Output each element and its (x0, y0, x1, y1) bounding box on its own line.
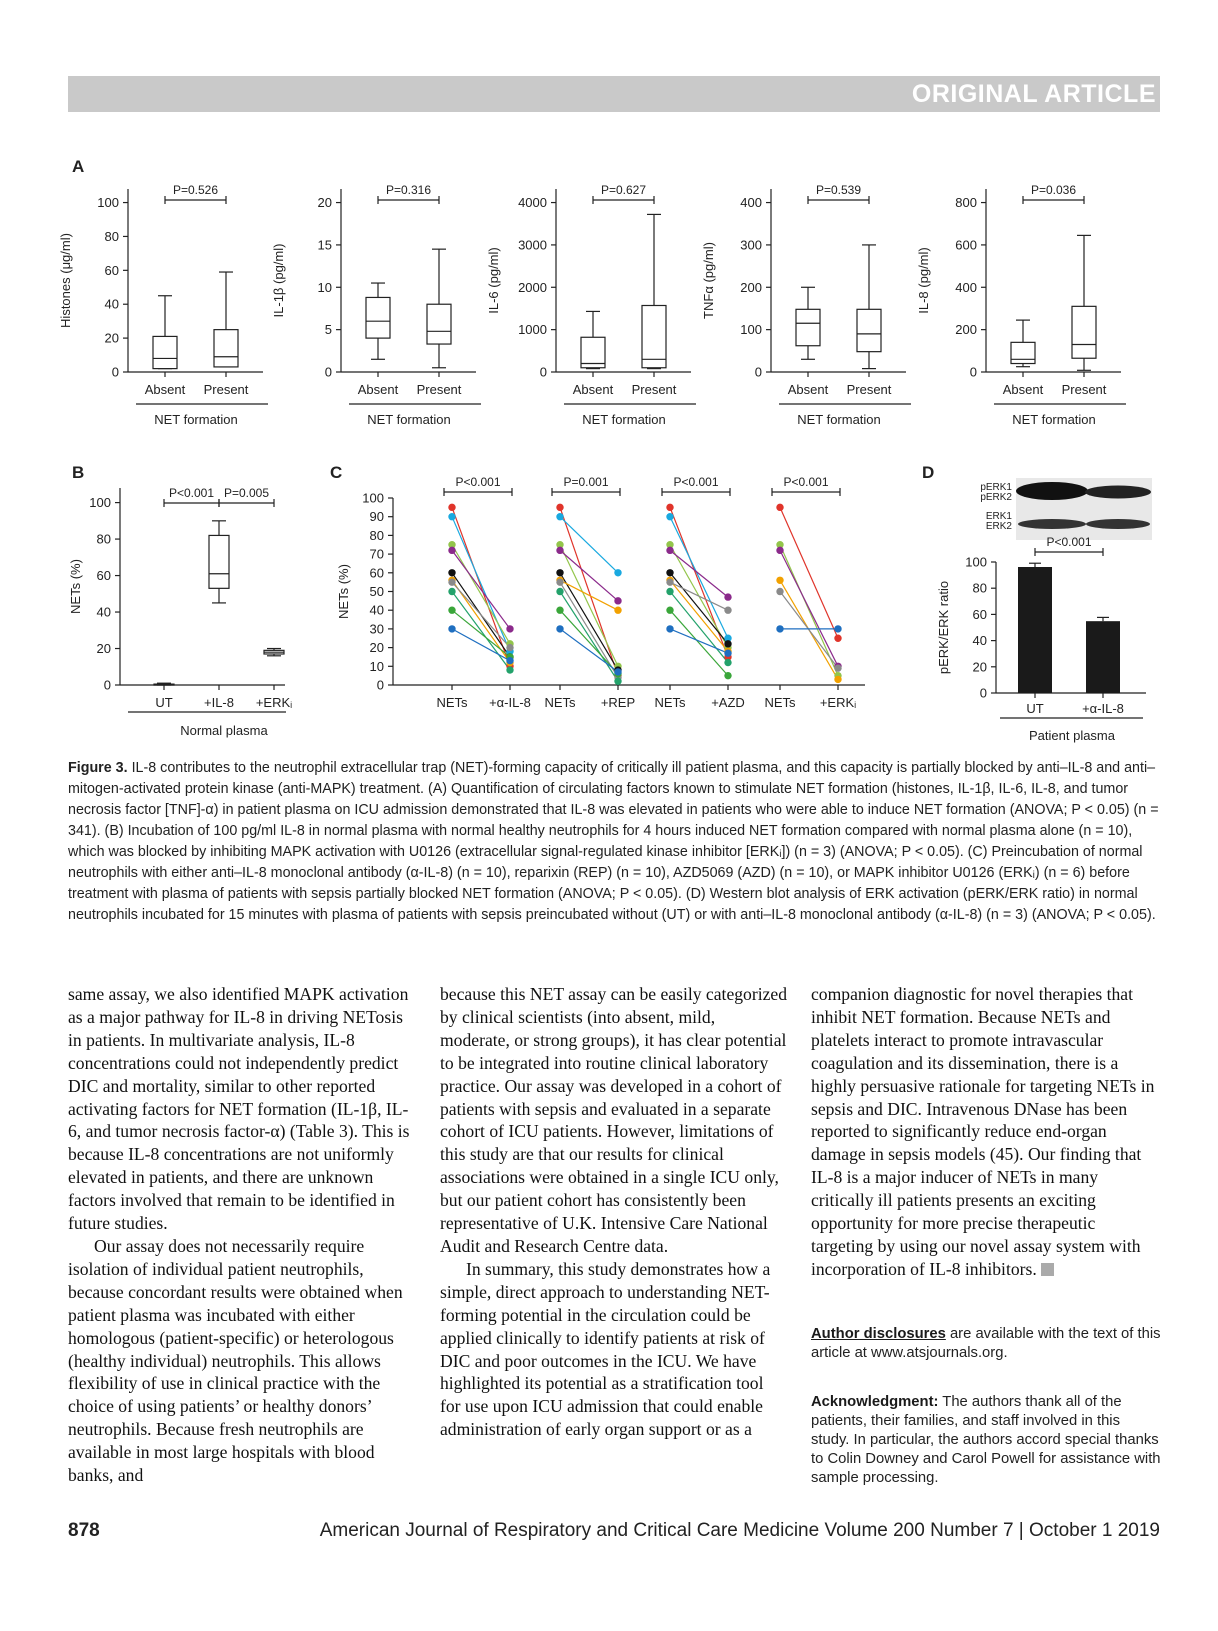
banner-text: ORIGINAL ARTICLE (911, 80, 1156, 108)
disclosures-link[interactable]: Author disclosures (811, 1326, 946, 1342)
y-tick-label: 100 (362, 490, 384, 506)
figure-caption (68, 758, 1160, 926)
data-point (448, 513, 455, 520)
data-point (724, 607, 731, 614)
data-point (776, 588, 783, 595)
figure-3 (0, 0, 1218, 760)
y-tick-label: 40 (369, 602, 384, 618)
y-tick-label: 100 (965, 554, 987, 570)
box (857, 309, 881, 351)
data-point (834, 625, 841, 632)
journal-footer: American Journal of Respiratory and Critical Care Medicine Volume 200 Number 7 | October 1 2019 (319, 1520, 1160, 1541)
data-point (724, 593, 731, 600)
x-tick-label: Present (846, 382, 892, 397)
end-mark-icon (1041, 1263, 1054, 1276)
data-point (614, 607, 621, 614)
x-tick-label: +AZD (711, 695, 745, 710)
x-tick-label: UT (1026, 701, 1044, 716)
box (427, 304, 451, 344)
x-tick-label: +REP (600, 695, 636, 710)
x-tick-label: +α-IL-8 (1082, 701, 1124, 716)
acknowledgment-text: The authors thank all of the patients, their families, and staff involved in this study. In particular, the authors accord special thanks to Colin Downey and Carol Powell for assistance with sample processing. (811, 1394, 1161, 1486)
data-point (666, 625, 673, 632)
data-point (506, 625, 513, 632)
data-point (448, 547, 455, 554)
p-value-label: P<0.001 (783, 475, 829, 489)
data-point (776, 577, 783, 584)
data-point (614, 597, 621, 604)
page-number: 878 (68, 1520, 100, 1541)
paragraph: because this NET assay can be easily categorized by clinical scientists (into absent, mild, moderate, or strong groups), it has clear potential to be integrated into routine clinical laboratory practice. Our assay was developed in a cohort of patients with sepsis and evaluated in a separate cohort of ICU patients. However, limitations of this study are that our results for clinical associations were obtained in a single ICU only, but our patient cohort has consistently been representative of U.K. Intensive Care National Audit and Research Centre data. (440, 984, 788, 1256)
y-axis-label: IL-6 (pg/ml) (486, 247, 501, 314)
p-value-label: P=0.627 (600, 183, 647, 197)
y-tick-label: 90 (369, 509, 384, 525)
blot-band-perk-ut (1016, 482, 1088, 500)
y-axis-label: NETs (%) (336, 564, 351, 619)
y-tick-label: 0 (103, 677, 111, 693)
acknowledgment (811, 1393, 1161, 1488)
x-tick-label: +ERKᵢ (819, 695, 857, 710)
data-point (448, 625, 455, 632)
paired-line (670, 592, 728, 663)
blot-label: pERK1 (980, 482, 1012, 493)
data-point (556, 588, 563, 595)
data-point (666, 547, 673, 554)
y-tick-label: 100 (97, 195, 119, 211)
data-point (776, 625, 783, 632)
data-point (506, 666, 513, 673)
paired-line (560, 573, 618, 670)
data-point (556, 504, 563, 511)
p-value-label: P<0.001 (455, 475, 501, 489)
x-tick-label: Present (416, 382, 462, 397)
data-point (556, 578, 563, 585)
paired-line (560, 582, 618, 677)
data-point (666, 569, 673, 576)
data-point (724, 659, 731, 666)
y-tick-label: 10 (317, 279, 332, 295)
data-point (556, 569, 563, 576)
y-tick-label: 0 (969, 364, 977, 380)
paired-line (452, 507, 510, 666)
y-tick-label: 40 (104, 296, 119, 312)
group-label: Normal plasma (180, 723, 268, 738)
data-point (614, 569, 621, 576)
group-label: NET formation (367, 412, 451, 427)
group-label: NET formation (1012, 412, 1096, 427)
box (1072, 306, 1096, 358)
p-value-label: P<0.001 (1046, 535, 1092, 549)
y-tick-label: 0 (324, 364, 332, 380)
x-tick-label: Absent (572, 382, 614, 397)
y-tick-label: 80 (104, 228, 119, 244)
data-point (448, 569, 455, 576)
y-tick-label: 60 (96, 568, 111, 584)
data-point (448, 607, 455, 614)
p-value-label: P=0.316 (385, 183, 432, 197)
y-tick-label: 80 (972, 580, 987, 596)
y-axis-label: IL-8 (pg/ml) (916, 247, 931, 314)
paired-line (780, 592, 838, 669)
box (214, 330, 238, 367)
y-axis-label: NETs (%) (68, 559, 83, 614)
box (153, 336, 177, 368)
data-point (556, 547, 563, 554)
data-point (666, 578, 673, 585)
y-tick-label: 30 (369, 621, 384, 637)
x-tick-label: NETs (764, 695, 796, 710)
data-point (666, 588, 673, 595)
body-column-2 (440, 983, 788, 1441)
y-tick-label: 3000 (518, 237, 547, 253)
y-tick-label: 0 (111, 364, 119, 380)
box (1011, 342, 1035, 363)
y-tick-label: 0 (754, 364, 762, 380)
y-axis-label: Histones (μg/ml) (58, 233, 73, 328)
data-point (834, 664, 841, 671)
data-point (506, 644, 513, 651)
body-column-3 (811, 983, 1161, 1281)
y-tick-label: 20 (104, 330, 119, 346)
p-value-label: P=0.539 (815, 183, 862, 197)
p-value-label: P=0.526 (172, 183, 219, 197)
panel-label-b: B (72, 463, 85, 482)
box (642, 305, 666, 367)
p-value-label: P=0.005 (223, 486, 270, 500)
y-tick-label: 60 (369, 565, 384, 581)
panel-label-c: C (330, 463, 343, 482)
disclosures-text: are available with the text of this article at www.atsjournals.org. (811, 1326, 1161, 1361)
y-axis-label: pERK/ERK ratio (936, 580, 951, 675)
y-tick-label: 50 (369, 584, 384, 599)
y-tick-label: 60 (972, 606, 987, 622)
data-point (724, 650, 731, 657)
y-tick-label: 60 (104, 262, 119, 278)
blot-band-erk-il8 (1086, 519, 1150, 529)
y-tick-label: 20 (96, 641, 111, 657)
p-value-label: P=0.036 (1030, 183, 1077, 197)
x-tick-label: NETs (436, 695, 468, 710)
data-point (776, 504, 783, 511)
group-label: NET formation (154, 412, 238, 427)
y-tick-label: 100 (740, 322, 762, 338)
panel-label-d: D (922, 463, 935, 482)
x-tick-label: Absent (357, 382, 399, 397)
y-tick-label: 200 (955, 322, 977, 338)
y-tick-label: 400 (955, 279, 977, 295)
paired-line (452, 582, 510, 647)
y-axis-label: TNFα (pg/ml) (701, 242, 716, 319)
x-tick-label: Absent (144, 382, 186, 397)
y-tick-label: 70 (369, 546, 384, 562)
x-tick-label: Absent (787, 382, 829, 397)
caption-label: Figure 3. (68, 760, 128, 776)
group-label: Patient plasma (1029, 728, 1115, 743)
y-tick-label: 400 (740, 195, 762, 211)
y-tick-label: 40 (96, 604, 111, 620)
panel-label-a: A (72, 157, 85, 176)
p-value-label: P<0.001 (168, 486, 215, 500)
data-point (776, 547, 783, 554)
x-tick-label: +IL-8 (204, 695, 234, 710)
data-point (724, 672, 731, 679)
x-tick-label: UT (155, 695, 173, 710)
blot-label: ERK2 (985, 521, 1012, 532)
x-tick-label: NETs (654, 695, 686, 710)
box (366, 297, 390, 338)
y-tick-label: 200 (740, 279, 762, 295)
data-point (614, 678, 621, 685)
y-tick-label: 0 (539, 364, 547, 380)
y-tick-label: 80 (369, 527, 384, 543)
x-tick-label: Present (1061, 382, 1107, 397)
paired-line (452, 545, 510, 644)
data-point (448, 588, 455, 595)
y-tick-label: 0 (979, 685, 987, 701)
blot-label: ERK1 (985, 511, 1012, 522)
data-point (666, 504, 673, 511)
data-point (724, 640, 731, 647)
acknowledgment-label: Acknowledgment: (811, 1394, 939, 1410)
y-tick-label: 20 (317, 195, 332, 211)
group-label: NET formation (582, 412, 666, 427)
paragraph: companion diagnostic for novel therapies that inhibit NET formation. Because NETs and platelets interact to promote intravascular coagulation and its dissemination, there is a highly persuasive rationale for targeting NETs in sepsis and DIC. Intravenous DNase has been reported to significantly reduce end-organ damage in sepsis models (45). Our finding that IL-8 is a major inducer of NETs in many critically ill patients presents an exciting opportunity for more precise therapeutic targeting by using our novel assay system with incorporation of IL-8 inhibitors. (811, 984, 1155, 1279)
data-point (614, 668, 621, 675)
box (209, 535, 229, 588)
y-tick-label: 600 (955, 237, 977, 253)
paired-line (780, 507, 838, 638)
data-point (834, 635, 841, 642)
data-point (834, 676, 841, 683)
y-tick-label: 1000 (518, 322, 547, 338)
y-tick-label: 5 (324, 322, 332, 338)
y-tick-label: 10 (369, 658, 384, 674)
caption-text: IL-8 contributes to the neutrophil extracellular trap (NET)-forming capacity of critically ill patient plasma, and this capacity is partially blocked by anti–IL-8 and anti–mitogen-activated protein kinase (anti-MAPK) treatment. (A) Quantification of circulating factors known to stimulate NET formation (histones, IL-1β, IL-6, IL-8, and tumor necrosis factor [TNF]-α) in patient plasma on ICU admission demonstrated that IL-8 was elevated in patients who were able to induce NET formation (ANOVA; P < 0.05) (n = 341). (B) Incubation of 100 pg/ml IL-8 in normal plasma with normal healthy neutrophils for 4 hours induced NET formation compared with normal plasma alone (n = 10), which was blocked by inhibiting MAPK activation with U0126 (extracellular signal-regulated kinase inhibitor [ERKᵢ]) (n = 3) (ANOVA; P < 0.05). (C) Preincubation of normal neutrophils with either anti–IL-8 monoclonal antibody (α-IL-8) (n = 10), reparixin (REP) (n = 10), AZD5069 (AZD) (n = 10), or MAPK inhibitor U0126 (ERKᵢ) (n = 6) before treatment with plasma of patients with sepsis partially blocked NET formation (ANOVA; P < 0.05). (D) Western blot analysis of ERK activation (pERK/ERK ratio) in normal neutrophils incubated for 15 minutes with plasma of patients with sepsis preincubated without (UT) or with anti–IL-8 monoclonal antibody (α-IL-8) (n = 3) (ANOVA; P < 0.05). (68, 760, 1159, 923)
blot-band-perk-il8 (1085, 486, 1151, 499)
data-point (666, 607, 673, 614)
box (796, 309, 820, 345)
x-tick-label: Present (631, 382, 677, 397)
x-tick-label: NETs (544, 695, 576, 710)
y-tick-label: 80 (96, 531, 111, 547)
p-value-label: P=0.001 (563, 475, 609, 489)
paragraph: same assay, we also identified MAPK activation as a major pathway for IL-8 in driving NETosis in patients. In multivariate analysis, IL-8 concentrations could not independently predict DIC and mortality, similar to other reported activating factors for NET formation (IL-1β, IL-6, and tumor necrosis factor-α) (Table 3). This is because IL-8 concentrations are not uniformly elevated in patients, and there are unknown factors involved that remain to be identified in future studies. (68, 984, 410, 1234)
p-value-label: P<0.001 (673, 475, 719, 489)
data-point (506, 657, 513, 664)
bar (1018, 567, 1052, 693)
x-tick-label: +ERKᵢ (255, 695, 293, 710)
blot-label: pERK2 (980, 492, 1012, 503)
y-tick-label: 40 (972, 633, 987, 649)
data-point (556, 625, 563, 632)
bar (1086, 621, 1120, 693)
paragraph: In summary, this study demonstrates how a simple, direct approach to understanding NET-forming potential in the circulation could be applied clinically to identify patients at risk of DIC and poor outcomes in the ICU. We have highlighted its potential as a stratification tool for use upon ICU admission that could enable administration of early organ support or as a (440, 1258, 771, 1440)
data-point (666, 513, 673, 520)
paired-line (780, 550, 838, 666)
blot-band-erk-ut (1018, 519, 1086, 529)
y-tick-label: 300 (740, 237, 762, 253)
y-tick-label: 0 (376, 677, 384, 693)
body-column-1 (68, 983, 418, 1487)
y-tick-label: 20 (972, 659, 987, 675)
paragraph: Our assay does not necessarily require isolation of individual patient neutrophils, because concordant results were obtained when patient plasma was incubated with either homologous (patient-specific) or heterologous (healthy individual) neutrophils. This allows flexibility of use in clinical practice with the choice of using patients’ or healthy donors’ neutrophils. Because fresh neutrophils are available in most large hospitals with blood banks, and (68, 1235, 403, 1486)
paired-line (670, 507, 728, 657)
group-label: NET formation (797, 412, 881, 427)
paired-line (560, 517, 618, 573)
data-point (448, 504, 455, 511)
y-tick-label: 2000 (518, 279, 547, 295)
y-tick-label: 800 (955, 195, 977, 211)
y-tick-label: 100 (89, 495, 111, 511)
y-tick-label: 15 (317, 237, 332, 253)
data-point (448, 578, 455, 585)
data-point (556, 513, 563, 520)
paired-line (560, 610, 618, 674)
x-tick-label: +α-IL-8 (489, 695, 531, 710)
data-point (556, 607, 563, 614)
paired-line (670, 582, 728, 610)
x-tick-label: Absent (1002, 382, 1044, 397)
y-tick-label: 4000 (518, 195, 547, 211)
y-axis-label: IL-1β (pg/ml) (271, 243, 286, 318)
x-tick-label: Present (203, 382, 249, 397)
author-disclosures (811, 1325, 1161, 1363)
y-tick-label: 20 (369, 640, 384, 656)
